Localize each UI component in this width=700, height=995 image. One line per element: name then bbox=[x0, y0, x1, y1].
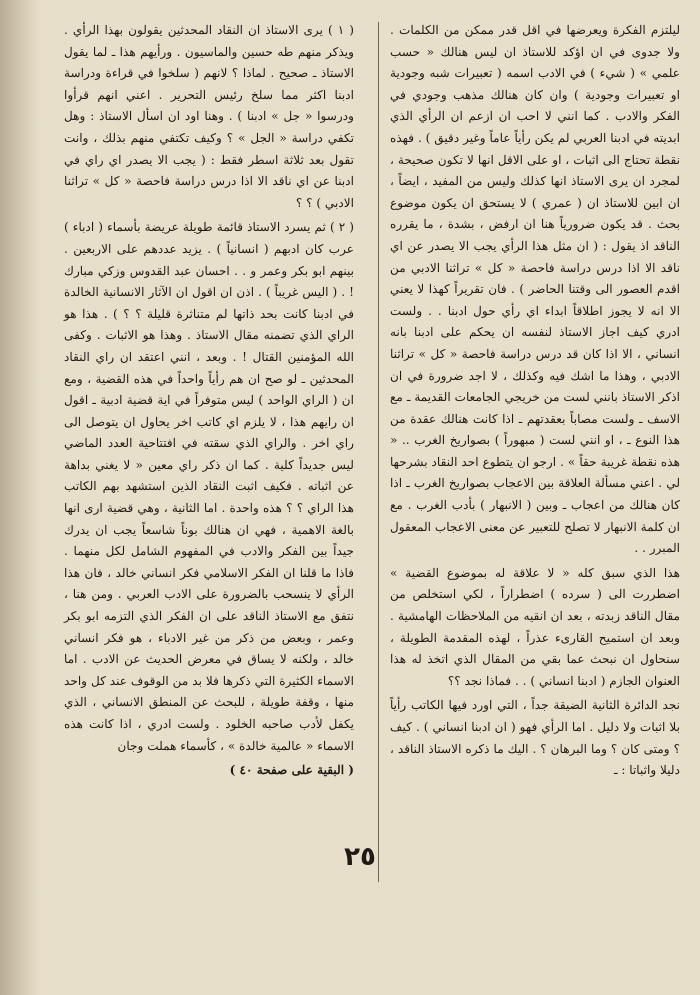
continued-note: ( البقية على صفحة ٤٠ ) bbox=[229, 763, 354, 778]
left-column bbox=[64, 20, 354, 782]
left-paragraph-2: ( ٢ ) ثم يسرد الاستاذ قائمة طويلة عريضة بأسماء ( ادباء ) عرب كان ادبهم ( انسانياً ) . يزيد عددهم على الاربعين . بينهم ابو بكر وعمر و . . احسان عبد القدوس وزكي مبارك ! . ( اليس غريباً ) . اذن ان اقول ان الآثار الانسانية الخالدة في ادبنا كانت بحد ذاتها لم متناثرة قليلة ؟ ؟ ) . هذا هو الراي الذي تضمنه مقال الاستاذ . وهذا هو الاثبات . وكفى الله المؤمنين القتال ! . وبعد ، انني اعتقد ان راي النقاد المحدثين ـ لو صح ان هم رأياً واحداً في هذه القضية ، ومع ان ( الراي الواحد ) ليس متوفراً في اية قضية ادبية ـ اقول ان رايهم هذا ، لا يلزم اي كاتب اخر يحاول ان يتوصل الى راي اخر . والراي الذي سقته في افتتاحية العدد الماضي ليس جديداً كلية . كما ان ذكر راي معين « لا يغني بداهة عن اثباته . فكيف اثبت النقاد الذين استشهد بهم الكاتب هذا الراي ؟ ؟ هذه واحدة . اما الثانية ، وهي قضية ارى انها بالغة الاهمية ، فهي ان هنالك بوناً شاسعاً يجب ان يدرك جيداً بين الفكر والادب في المفهوم الشامل لكل منهما . فاذا ما قلنا ان الفكر الاسلامي فكر انساني خالد ، فان هذا الرأي لا ينسحب بالضرورة على الادب العربي . ومن هنا ، نتفق مع الاستاذ الناقد على ان الفكر الذي التزمه ابو بكر وعمر ، وبعض من ذكر من غير الادباء ، هو فكر انساني خالد ، ولكنه لا يساق في معرض الحديث عن الادب . اما الاسماء الكثيرة التي ذكرها فلا بد من الوقوف عند كل واحد منها ، وقفة طويلة ، للبحث عن المنطق الانساني ، الذي يكفل لأدب صاحبه الخلود . ولست ادري ، اذا كانت هذه الاسماء « عالمية خالدة » ، كأسماء هملت وجان bbox=[64, 220, 354, 753]
right-paragraph-3: نجد الدائرة الثانية الضيقة جداً ، التي اورد فيها الكاتب رأياً بلا اثبات ولا دليل . اما الرأي فهو ( ان ادبنا انساني ) . كيف ؟ ومتى كان ؟ وما البرهان ؟ . اليك ما ذكره الاستاذ الناقد ، دليلا واثباتا : ـ bbox=[390, 698, 680, 778]
right-paragraph-2: هذا الذي سبق كله « لا علاقة له بموضوع القضية » اضطررت الى ( سرده ) اضطراراً ، لكي استخلص من مقال الناقد زبدته ، بعد ان انقيه من الملاحظات الهامشية . وبعد ان استميح القارىء عذراً ، لهذه المقدمة الطويلة ، سنحاول ان نبحث عما بقي من المقال الذي اتخذ له هذا العنوان الجازم ( ادبنا انساني ) . . فماذا نجد ؟؟ bbox=[390, 565, 680, 688]
left-paragraph-1: ( ١ ) يرى الاستاذ ان النقاد المحدثين يقولون بهذا الرأي . ويذكر منهم طه حسين والماسيون . ورأيهم هذا ـ لما يقول الاستاذ ـ صحيح . لماذا ؟ لانهم ( سلخوا في قراءة ودراسة ادبنا اكثر مما سلخ رئيس التحرير . اعني انهم قرأوا ودرسوا « جل » ادبنا ) . وهنا اود ان اسأل الاستاذ : وهل تكفي دراسة « الجل » ؟ وكيف تكتفي منهم بذلك ، وانت تقول بعد ثلاثة اسطر فقط : ( يجب الا يصدر اي راي في ادبنا عن اي ناقد الا اذا درس دراسة فاحصة « كل » تراثنا الادبي ) ؟ ؟ bbox=[64, 23, 354, 210]
column-divider bbox=[378, 22, 379, 882]
binding-edge bbox=[0, 0, 42, 995]
right-column bbox=[390, 20, 680, 785]
page-number: ٢٥ bbox=[344, 842, 376, 872]
right-paragraph-1: ليلتزم الفكرة ويعرضها في اقل قدر ممكن من الكلمات . ولا جدوى في ان اؤكد للاستاذ ان ليس هنالك « حسب علمي » ( شيء ) في الادب اسمه ( تعبيرات شبه وجودية او تعبيرات وجودية ) وان كان هنالك مذهب وجودي في الفكر والادب . كما انني لا احب ان ازعم ان الرأي الذي ابديته في ادبنا العربي لم يكن رأياً عاماً وغير دقيق ) . فهذه نقطة تحتاج الى اثبات ، او على الاقل انها لا تكون صحيحة ، لمجرد ان يرى الاستاذ انها كذلك وليس من المفيد ، ايضاً ، ان ابين للاستاذ ان ( عمري ) لا يستحق ان يكون موضوع بحث . قد يكون ضرورياً هنا ان ارفض ، بشدة ، ما يقرره الناقد اذ يقول : ( ان مثل هذا الرأي يجب الا يصدر عن اي ناقد الا اذا درس دراسة فاحصة « كل » تراثنا الادبي من اقدم العصور الى وقتنا الحاضر ) . فان تقريراً كهذا لا يعني الا انه لا يجوز اطلاقاً ابداء اي رأي حول ادبنا . . ولست ادري كيف اجاز الاستاذ لنفسه ان يحكم على ادبنا بانه انساني ، الا اذا كان قد درس دراسة فاحصة « كل » تراثنا الادبي ، وهذا ما اشك فيه وكذلك ، لا اجد ضرورة في ان اذكر الاستاذ بانني لست من خريجي الجامعات القديمة ـ مع الاسف ـ ولست مصاباً بعقدتهم ـ اذا كانت هنالك عقدة من هذا النوع ـ ، او انني لست ( مبهوراً ) بصواريخ الغرب .. « هذه نقطة غريبة حقاً » . ارجو ان يتطوع احد النقاد بشرحها لي . اعني مسألة العلاقة بين الاعجاب بصواريخ الغرب ـ اذا كان هنالك من اعجاب ـ وبين ( الانبهار ) بأدب الغرب . مع ان كلمة الانبهار لا تصلح للتعبير عن معنى الاعجاب المعقول المبرر . . bbox=[390, 23, 680, 556]
